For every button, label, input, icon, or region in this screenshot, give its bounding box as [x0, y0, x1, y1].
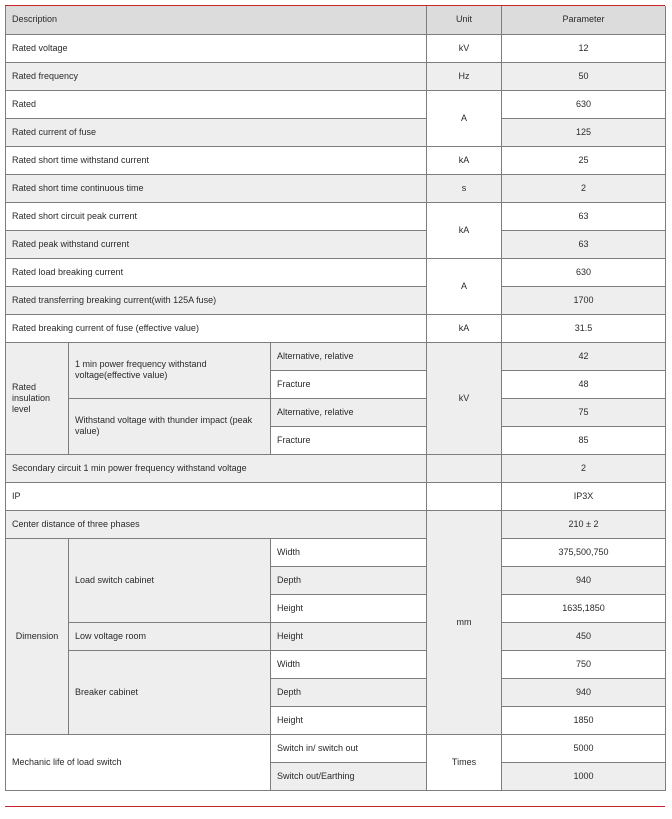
row-subdesc: Alternative, relative — [271, 342, 427, 370]
row-param: 2 — [502, 174, 666, 202]
row-unit — [427, 454, 502, 482]
header-unit: Unit — [427, 6, 502, 34]
table-row — [6, 622, 666, 650]
row-unit: A — [427, 258, 502, 314]
row-param: 12 — [502, 34, 666, 62]
table-row — [6, 202, 666, 230]
row-param: 63 — [502, 230, 666, 258]
row-unit: kA — [427, 146, 502, 174]
row-param: 2 — [502, 454, 666, 482]
power-frequency-label: 1 min power frequency withstand voltage(effective value) — [69, 342, 271, 398]
row-desc: Rated breaking current of fuse (effective value) — [6, 314, 427, 342]
row-desc: Rated peak withstand current — [6, 230, 427, 258]
row-unit: kA — [427, 202, 502, 258]
table-row — [6, 454, 666, 482]
row-subdesc: Depth — [271, 566, 427, 594]
row-subdesc: Fracture — [271, 370, 427, 398]
row-subdesc: Switch out/Earthing — [271, 762, 427, 790]
row-param: 1700 — [502, 286, 666, 314]
table-row — [6, 398, 666, 426]
table-row — [6, 286, 666, 314]
table-row — [6, 34, 666, 62]
row-param: 630 — [502, 258, 666, 286]
table-row — [6, 510, 666, 538]
row-unit: kV — [427, 34, 502, 62]
row-desc: IP — [6, 482, 427, 510]
row-param: 63 — [502, 202, 666, 230]
mechanic-life-unit: Times — [427, 734, 502, 790]
row-param: 48 — [502, 370, 666, 398]
table-row — [6, 314, 666, 342]
table-row — [6, 230, 666, 258]
row-subdesc: Height — [271, 622, 427, 650]
table-row — [6, 342, 666, 370]
table-row — [6, 118, 666, 146]
row-param: 42 — [502, 342, 666, 370]
row-param: 1850 — [502, 706, 666, 734]
breaker-cabinet-label: Breaker cabinet — [69, 650, 271, 734]
row-param: 1635,1850 — [502, 594, 666, 622]
row-desc: Center distance of three phases — [6, 510, 427, 538]
header-description: Description — [6, 6, 427, 34]
row-desc: Rated short time withstand current — [6, 146, 427, 174]
table-row — [6, 90, 666, 118]
row-unit: A — [427, 90, 502, 146]
table-row — [6, 734, 666, 762]
row-param: 375,500,750 — [502, 538, 666, 566]
mechanic-life-label: Mechanic life of load switch — [6, 734, 271, 790]
thunder-impact-label: Withstand voltage with thunder impact (peak value) — [69, 398, 271, 454]
row-subdesc: Height — [271, 706, 427, 734]
row-param: 1000 — [502, 762, 666, 790]
table-row — [6, 258, 666, 286]
insulation-label: Rated insulation level — [6, 342, 69, 454]
row-param: 75 — [502, 398, 666, 426]
row-desc: Rated short circuit peak current — [6, 202, 427, 230]
row-desc: Rated voltage — [6, 34, 427, 62]
load-switch-cabinet-label: Load switch cabinet — [69, 538, 271, 622]
row-param: 750 — [502, 650, 666, 678]
row-subdesc: Depth — [271, 678, 427, 706]
row-param: 31.5 — [502, 314, 666, 342]
table-row — [6, 538, 666, 566]
table-row — [6, 62, 666, 90]
row-unit: s — [427, 174, 502, 202]
row-param: 940 — [502, 566, 666, 594]
low-voltage-room-label: Low voltage room — [69, 622, 271, 650]
row-param: 125 — [502, 118, 666, 146]
row-param: 210 ± 2 — [502, 510, 666, 538]
row-param: 630 — [502, 90, 666, 118]
table-row — [6, 146, 666, 174]
bottom-rule — [5, 806, 665, 807]
table-row — [6, 174, 666, 202]
row-desc: Rated short time continuous time — [6, 174, 427, 202]
row-param: IP3X — [502, 482, 666, 510]
row-unit: kV — [427, 342, 502, 454]
table-row — [6, 482, 666, 510]
row-param: 940 — [502, 678, 666, 706]
row-unit: kA — [427, 314, 502, 342]
row-desc: Secondary circuit 1 min power frequency withstand voltage — [6, 454, 427, 482]
row-subdesc: Alternative, relative — [271, 398, 427, 426]
row-desc: Rated transferring breaking current(with 125A fuse) — [6, 286, 427, 314]
row-desc: Rated frequency — [6, 62, 427, 90]
row-param: 25 — [502, 146, 666, 174]
row-param: 50 — [502, 62, 666, 90]
table-header-row — [6, 6, 666, 34]
row-unit — [427, 482, 502, 510]
row-subdesc: Fracture — [271, 426, 427, 454]
row-subdesc: Width — [271, 538, 427, 566]
row-param: 85 — [502, 426, 666, 454]
row-unit: Hz — [427, 62, 502, 90]
table-row — [6, 650, 666, 678]
header-parameter: Parameter — [502, 6, 666, 34]
row-desc: Rated load breaking current — [6, 258, 427, 286]
row-subdesc: Height — [271, 594, 427, 622]
parameter-table — [5, 6, 666, 791]
dimension-label: Dimension — [6, 538, 69, 734]
row-subdesc: Switch in/ switch out — [271, 734, 427, 762]
row-subdesc: Width — [271, 650, 427, 678]
dimension-unit: mm — [427, 510, 502, 734]
row-param: 5000 — [502, 734, 666, 762]
row-desc: Rated — [6, 90, 427, 118]
row-desc: Rated current of fuse — [6, 118, 427, 146]
row-param: 450 — [502, 622, 666, 650]
